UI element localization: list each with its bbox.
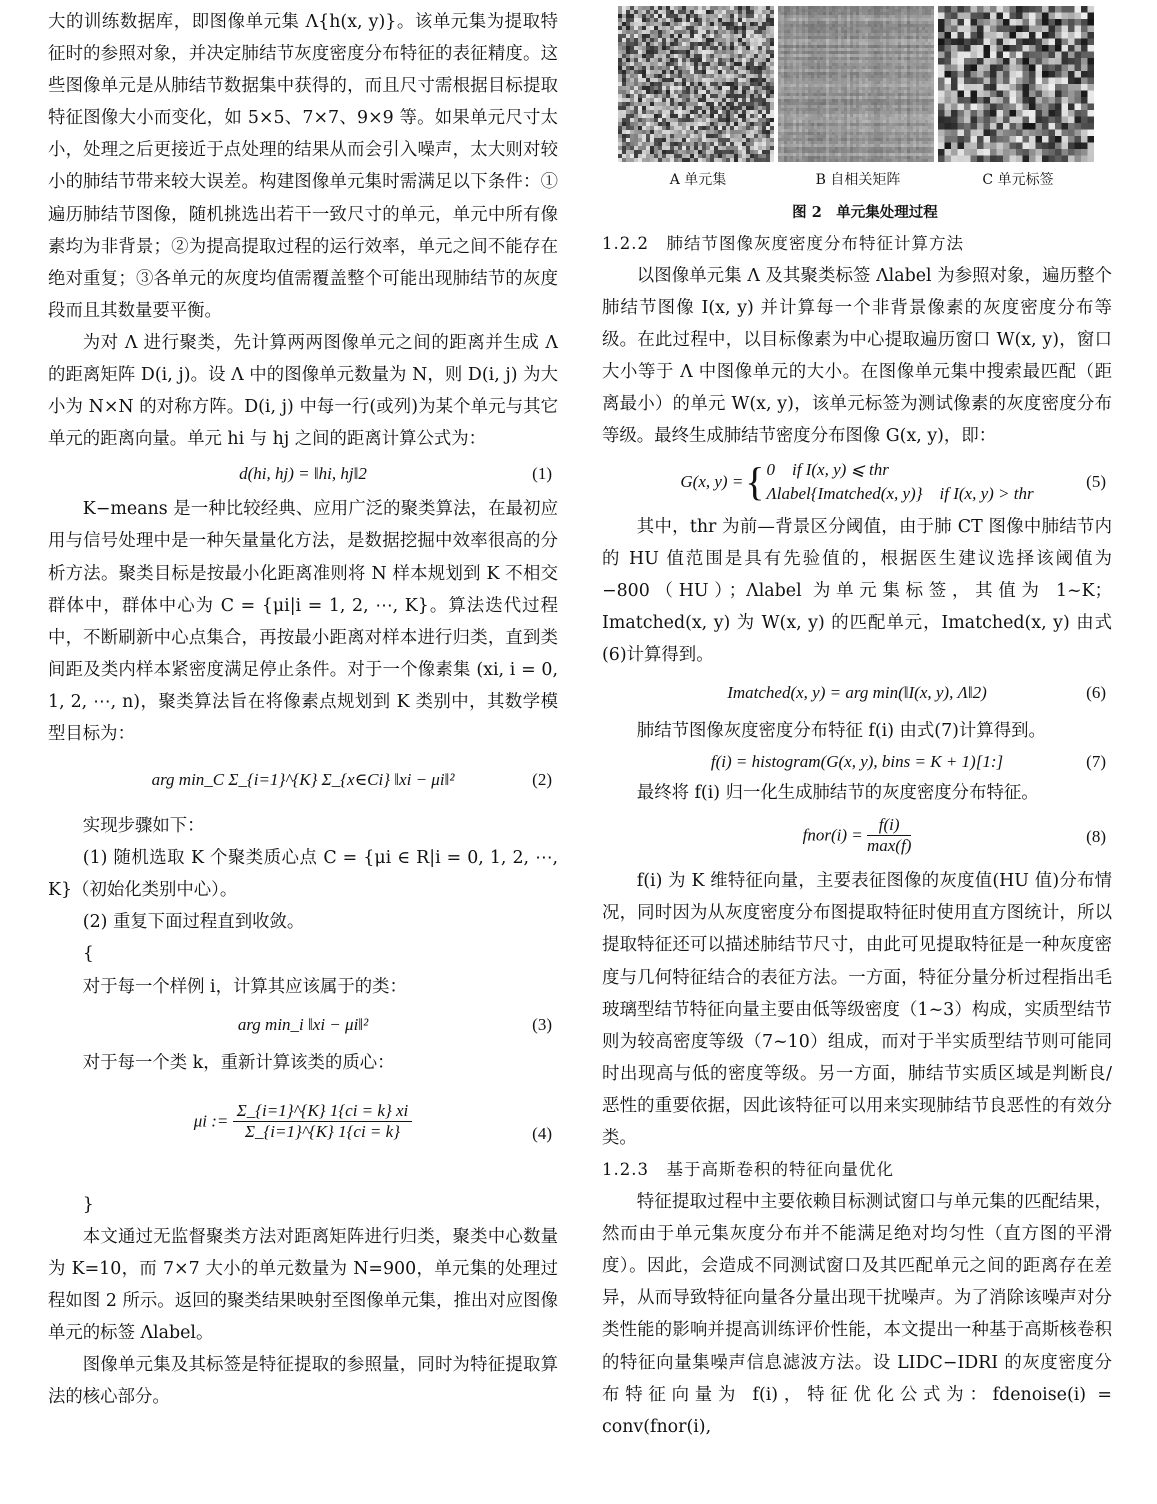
equation-lhs: μi := (193, 1111, 229, 1131)
unit-set-image (618, 6, 774, 162)
paragraph: f(i) 为 K 维特征向量，主要表征图像的灰度值(HU 值)分布情况，同时因为从灰度密度分布图提取特征时使用直方图统计，所以提取特征还可以描述肺结节尺寸，由此可见提取特征是一种灰度密度与几何特征结合的表征方法。一方面，特征分量分析过程指出毛玻璃型结节特征向量主要由低等级密度（1~3）构成，实质型结节则为较高密度等级（7~10）组成，而对于半实质型结节则可能同时出现高与低的密度等级。另一方面，肺结节实质区域是判断良/恶性的重要依据，因此该特征可以用来实现肺结节良恶性的有效分类。 (602, 871, 1112, 1148)
equation-number: (7) (1086, 752, 1106, 772)
paragraph: 最终将 f(i) 归一化生成肺结节的灰度密度分布特征。 (636, 783, 1039, 804)
equation-7 (602, 747, 1112, 777)
fraction-numerator: Σ_{i=1}^{K} 1{ci = k} xi (233, 1101, 413, 1122)
equation-body: d(hi, hj) = ‖hi, hj‖2 (239, 464, 367, 484)
paragraph: 肺结节图像灰度密度分布特征 f(i) 由式(7)计算得到。 (636, 721, 1046, 742)
case-2: Λlabel{Imatched(x, y)} if I(x, y) > thr (766, 483, 1034, 503)
equation-1 (48, 455, 558, 493)
paragraph: (1) 随机选取 K 个聚类质心点 C = {μi ∈ R|i = 0, 1, 2, ⋯, K}（初始化类别中心）。 (48, 848, 558, 901)
fraction (233, 1101, 413, 1142)
equation-6 (602, 671, 1112, 715)
equation-body (602, 453, 1112, 511)
unit-label-image (938, 6, 1094, 162)
equation-2 (48, 750, 558, 810)
equation-cases (767, 458, 1034, 506)
paragraph: 以图像单元集 Λ 及其聚类标签 Λlabel 为参照对象，遍历整个肺结节图像 I(x, y) 并计算每一个非背景像素的灰度密度分布等级。在此过程中，以目标像素为中心提取遍历窗口 W(x, y)，窗口大小等于 Λ 中图像单元的大小。在图像单元集中搜索最匹配（距离最小）的单元 W(x, y)，该单元标签为测试像素的灰度密度分布等级。最终生成肺结节密度分布图像 G(x, y)，即： (602, 266, 1112, 447)
equation-body (48, 1079, 558, 1142)
caption-c: C 单元标签 (982, 172, 1054, 188)
paragraph: 大的训练数据库，即图像单元集 Λ{h(x, y)}。该单元集为提取特征时的参照对象，并决定肺结节灰度密度分布特征的表征精度。这些图像单元是从肺结节数据集中获得的，而且尺寸需根据目标提取特征图像大小而变化，如 5×5、7×7、9×9 等。如果单元尺寸太小，处理之后更接近于点处理的结果从而会引入噪声，太大则对较小的肺结节带来较大误差。构建图像单元集时需满足以下条件：①遍历肺结节图像，随机挑选出若干一致尺寸的单元，单元中所有像素均为非背景；②为提高提取过程的运行效率，单元之间不能存在绝对重复；③各单元的灰度均值需覆盖整个可能出现肺结节的灰度段而且其数量要平衡。 (48, 12, 558, 321)
equation-3 (48, 1003, 558, 1047)
fraction-denominator: max(f) (866, 836, 912, 856)
equation-number: (5) (1086, 471, 1106, 491)
brace-close: } (82, 1194, 94, 1215)
equation-number: (8) (1086, 827, 1106, 847)
equation-number: (1) (532, 464, 552, 484)
paragraph: 对于每一个类 k，重新计算该类的质心： (82, 1052, 395, 1073)
paragraph: 为对 Λ 进行聚类，先计算两两图像单元之间的距离并生成 Λ 的距离矩阵 D(i, j)。设 Λ 中的图像单元数量为 N，则 D(i, j) 为大小为 N×N 的对称方阵。D(i, j) 中每一行(或列)为某个单元与其它单元的距离向量。单元 hi 与 hj 之间的距离计算公式为： (48, 332, 558, 450)
fraction-denominator: Σ_{i=1}^{K} 1{ci = k} (244, 1121, 400, 1141)
equation-number: (6) (1086, 683, 1106, 703)
caption-b: B 自相关矩阵 (815, 172, 901, 188)
autocorrelation-matrix-image (778, 6, 934, 162)
equation-number: (4) (532, 1123, 552, 1143)
equation-5 (602, 453, 1112, 511)
fraction-numerator: f(i) (867, 815, 911, 836)
paragraph: 图像单元集及其标签是特征提取的参照量，同时为特征提取算法的核心部分。 (48, 1355, 558, 1408)
curly-brace: { (745, 458, 765, 504)
figure-captions (618, 162, 1112, 198)
paragraph: K−means 是一种比较经典、应用广泛的聚类算法，在最初应用与信号处理中是一种矢量量化方法，是数据挖掘中效率很高的分析方法。聚类目标是按最小化距离准则将 N 样本规划到 K 不相交群体中，群体中心为 C = {μi|i = 1, 2, ⋯, K}。算法迭代过程中，不断刷新中心点集合，再按最小距离对样本进行归类，直到类间距及类内样本紧密度满足停止条件。对于一个像素集 (xi, i = 0, 1, 2, ⋯, n)，聚类算法旨在将像素点规划到 K 类别中，其数学模型目标为： (48, 499, 558, 744)
paragraph: 本文通过无监督聚类方法对距离矩阵进行归类，聚类中心数量为 K=10，而 7×7 大小的单元数量为 N=900，单元集的处理过程如图 2 所示。返回的聚类结果映射至图像单元集，推出对应图像单元的标签 Λlabel。 (48, 1226, 558, 1344)
equation-body: arg min_C Σ_{i=1}^{K} Σ_{x∈Ci} ‖xi − μi‖² (151, 770, 455, 790)
equation-number: (3) (532, 1014, 552, 1034)
paragraph: 其中，thr 为前—背景区分阈值，由于肺 CT 图像中肺结节内的 HU 值范围是具有先验值的，根据医生建议选择该阈值为 −800（HU）；Λlabel 为单元集标签，其值为 1~K；Imatched(x, y) 为 W(x, y) 的匹配单元，Imatched(x, y) 由式(6)计算得到。 (602, 516, 1112, 665)
figure-2-images (618, 6, 1112, 162)
paragraph: 特征提取过程中主要依赖目标测试窗口与单元集的匹配结果，然而由于单元集灰度分布并不能满足绝对均匀性（直方图的平滑度）。因此，会造成不同测试窗口及其匹配单元之间的距离存在差异，从而导致特征向量各分量出现干扰噪声。为了消除该噪声对分类性能的影响并提高训练评价性能，本文提出一种基于高斯核卷积的特征向量集噪声信息滤波方法。设 LIDC−IDRI 的灰度密度分布特征向量为 f(i)，特征优化公式为：fdenoise(i) = conv(fnor(i), (602, 1192, 1112, 1437)
brace-open: { (82, 944, 94, 965)
equation-8 (602, 809, 1112, 865)
paragraph: (2) 重复下面过程直到收敛。 (82, 912, 305, 933)
equation-number: (2) (532, 770, 552, 790)
equation-body: f(i) = histogram(G(x, y), bins = K + 1)[1:] (710, 752, 1004, 772)
equation-body: Imatched(x, y) = arg min(‖I(x, y), Λ‖2) (727, 683, 987, 703)
paragraph: 实现步骤如下： (82, 816, 205, 837)
figure-title: 图 2 单元集处理过程 (792, 204, 938, 221)
equation-lhs: fnor(i) = (802, 825, 863, 845)
section-heading: 1.2.3 基于高斯卷积的特征向量优化 (602, 1160, 894, 1180)
left-column (48, 6, 558, 1413)
right-column (602, 6, 1112, 1443)
fraction (867, 815, 911, 856)
equation-body (602, 809, 1112, 856)
equation-4 (48, 1079, 558, 1189)
case-1: 0 if I(x, y) ⩽ thr (766, 459, 889, 479)
equation-lhs: G(x, y) = (680, 471, 744, 491)
equation-body: arg min_i ‖xi − μi‖² (237, 1014, 369, 1034)
section-heading: 1.2.2 肺结节图像灰度密度分布特征计算方法 (602, 234, 964, 253)
paragraph: 对于每一个样例 i，计算其应该属于的类： (82, 976, 407, 997)
caption-a: A 单元集 (669, 172, 727, 188)
